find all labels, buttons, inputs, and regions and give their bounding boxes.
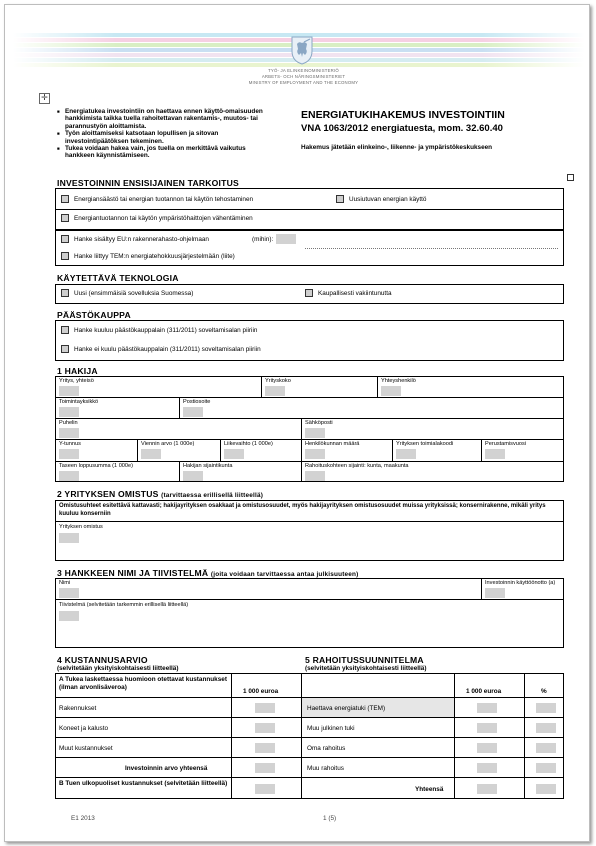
label-postal-address: Toimintayksikkö [59,399,99,405]
checkbox-established-technology[interactable] [305,289,313,297]
corner-checkbox[interactable] [567,174,574,181]
label-target-location: Rahoituskohteen sijainti: kunta, maakunta [305,463,409,469]
move-handle-icon[interactable]: ✛ [39,93,50,104]
divider [231,673,232,799]
divider [301,673,302,799]
instruction-notes [57,108,272,160]
input-summary[interactable] [59,611,79,621]
cost-row-other: Muut kustannukset [59,745,113,752]
divider [481,578,482,599]
divider [261,376,262,397]
input-contact[interactable] [381,386,401,396]
divider [55,461,564,462]
divider [55,209,564,210]
label-ownership: Yrityksen omistus [59,524,103,530]
label-business-id: Y-tunnus [59,441,81,447]
eu-program-input[interactable] [276,234,296,244]
financing-heading-note: (selvitetään yksityiskohtaisesti liitteellä) [305,665,427,672]
note-item: ■ Energiatukea investointiin on haettava ennen käyttö-omaisuuden hankkimista taikka tuella rahoitettavan rakentamis-, muutos- tai parannustyön aloittamista. [57,108,272,130]
label-new-technology: Uusi (ensimmäisiä sovelluksia Suomessa) [74,290,194,297]
financing-row-own: Oma rahoitus [307,745,346,752]
divider [392,439,393,461]
costs-heading-note: (selvitetään yksityiskohtaisesti liitteellä) [57,665,179,672]
input-turnover[interactable] [224,449,244,459]
divider [55,717,564,718]
project-heading-text: 3 HANKKEEN NIMI JA TIIVISTELMÄ [57,568,209,578]
investment-heading: INVESTOINNIN ENSISIJAINEN TARKOITUS [57,178,239,188]
label-export: Viennin arvo (1 000e) [141,441,195,447]
trading-heading: PÄÄSTÖKAUPPA [57,310,131,320]
ownership-heading [57,489,263,499]
divider [454,673,455,799]
input-target-location[interactable] [305,471,325,481]
input-municipality[interactable] [183,471,203,481]
label-municipality: Hakijan sijaintikunta [183,463,233,469]
financing-unit-header: 1 000 euroa [466,688,502,695]
label-turnover: Liikevaihto (1 000e) [224,441,273,447]
input-export[interactable] [141,449,161,459]
divider [55,777,564,778]
input-email[interactable] [305,428,325,438]
input-cost-total[interactable] [255,763,275,773]
input-deploy-date[interactable] [485,588,505,598]
input-staff[interactable] [305,449,325,459]
financing-total-label: Yhteensä [415,786,444,793]
divider [220,439,221,461]
input-fin-other[interactable] [477,763,497,773]
project-heading [57,568,358,578]
input-cost-buildings[interactable] [255,703,275,713]
label-staff: Henkilökunnan määrä [305,441,360,447]
checkbox-environmental[interactable] [61,214,69,222]
ownership-instructions: Omistusuhteet esitettävä kattavasti; hakijayrityksen osakkaat ja omistusosuudet, myös hakijayrityksen omistusosuudet muissa yrityksissä; konsernirakenne, mikäli yritys kuuluu konserniin [59,503,546,517]
label-balance: Taseen loppusumma (1 000e) [59,463,134,469]
label-renewable: Uusiutuvan energian käyttö [349,196,427,203]
cost-row-buildings: Rakennukset [59,705,97,712]
label-phone: Puhelin [59,420,78,426]
input-phone[interactable] [59,428,79,438]
input-founded[interactable] [485,449,505,459]
divider [301,439,302,461]
checkbox-renewable[interactable] [336,195,344,203]
ownership-heading-note: (tarvittaessa erillisellä liitteellä) [161,492,264,499]
divider [481,439,482,461]
input-fin-energy-aid[interactable] [477,703,497,713]
divider [55,737,564,738]
checkbox-new-technology[interactable] [61,289,69,297]
form-title: ENERGIATUKIHAKEMUS INVESTOINTIIN [301,109,505,121]
input-cost-machinery[interactable] [255,723,275,733]
divider [55,757,564,758]
cost-row-machinery: Koneet ja kalusto [59,725,109,732]
label-environmental: Energiantuotannon tai käytön ympäristöhaittojen vähentäminen [74,215,253,222]
label-deploy-date: Investoinnin käyttöönotto (a) [485,580,556,586]
financing-pct-header: % [541,688,547,695]
ministry-line-fi: TYÖ- JA ELINKEINOMINISTERIÖ [268,68,339,73]
label-size: Yrityskoko [265,378,291,384]
input-postcode[interactable] [183,407,203,417]
label-not-in-trading: Hanke ei kuulu päästökauppalain (311/2011) soveltamisalan piiriin [74,346,261,353]
financing-row-energy-aid: Haettava energiatuki (TEM) [307,705,386,712]
divider [301,461,302,482]
input-industry-code[interactable] [396,449,416,459]
checkbox-tem-system[interactable] [61,252,69,260]
note-item: ■ Tukea voidaan hakea vain, jos tuella on merkittävä vaikutus hankkeen käynnistämiseen. [57,145,272,160]
ministry-line-en: MINISTRY OF EMPLOYMENT AND THE ECONOMY [248,80,359,85]
input-pct-total[interactable] [536,784,556,794]
checkbox-eu-program[interactable] [61,235,69,243]
financing-row-other: Muu rahoitus [307,765,344,772]
cost-a-label: A Tukea laskettaessa huomioon otettavat kustannukset (ilman arvonlisäveroa) [59,676,227,691]
form-code: E1 2013 [71,815,95,822]
input-fin-total[interactable] [477,784,497,794]
input-size[interactable] [265,386,285,396]
label-postcode: Postiosoite [183,399,211,405]
financing-heading: 5 RAHOITUSSUUNNITELMA [305,655,424,665]
form-submission-note: Hakemus jätetään elinkeino-, liikenne- ja ympäristökeskukseen [301,144,493,151]
checkbox-energy-saving[interactable] [61,195,69,203]
label-tem-system: Hanke liittyy TEM:n energiatehokkuusjärjestelmään (liite) [74,253,235,260]
label-established-technology: Kaupallisesti vakiintunutta [318,290,392,297]
technology-heading: KÄYTETTÄVÄ TEKNOLOGIA [57,273,179,283]
finland-coat-of-arms-icon [290,35,314,65]
input-postal-address[interactable] [59,407,79,417]
eu-program-line [305,248,558,249]
label-eu-program-which: (mihin): [252,236,274,243]
form-page [4,4,590,842]
divider [301,418,302,439]
label-energy-saving: Energiansäästö tai energian tuotannon tai käytön tehostaminen [74,196,254,203]
input-company[interactable] [59,386,79,396]
checkbox-in-trading[interactable] [61,326,69,334]
form-subtitle: VNA 1063/2012 energiatuesta, mom. 32.60.40 [301,123,503,134]
label-contact: Yhteyshenkilö [381,378,416,384]
input-business-id[interactable] [59,449,79,459]
divider [179,461,180,482]
input-pct-public-aid[interactable] [536,723,556,733]
project-heading-note: (joita voidaan tarvittaessa antaa julkisuuteen) [210,571,359,578]
financing-row-public-aid: Muu julkinen tuki [307,725,355,732]
cost-b-label: B Tuen ulkopuoliset kustannukset (selvitetään liitteellä) [59,780,228,787]
input-ownership[interactable] [59,533,79,543]
input-balance[interactable] [59,471,79,481]
input-fin-own[interactable] [477,743,497,753]
label-company: Yritys, yhteisö [59,378,94,384]
ministry-name [241,68,366,86]
label-email: Sähköposti [305,420,333,426]
label-project-name: Nimi [59,580,71,586]
divider [377,376,378,397]
label-founded: Perustamisvuosi [485,441,527,447]
cost-unit-header: 1 000 euroa [243,688,279,695]
page-number: 1 (5) [323,815,337,822]
costs-heading: 4 KUSTANNUSARVIO [57,655,148,665]
input-project-name[interactable] [59,588,79,598]
input-pct-own[interactable] [536,743,556,753]
input-fin-public-aid[interactable] [477,723,497,733]
divider [55,599,564,600]
divider [55,397,564,398]
note-item: ■ Työn aloittamiseksi katsotaan lopullisen ja sitovan investointipäätöksen tekeminen. [57,130,272,145]
label-industry-code: Yrityksen toimialakoodi [396,441,454,447]
ministry-line-sv: ARBETS- OCH NÄRINGSMINISTERIET [261,74,346,79]
input-pct-other[interactable] [536,763,556,773]
divider [524,673,525,799]
divider [137,439,138,461]
divider [179,397,180,418]
ownership-heading-text: 2 YRITYKSEN OMISTUS [57,489,159,499]
checkbox-not-in-trading[interactable] [61,345,69,353]
input-cost-b[interactable] [255,784,275,794]
applicant-heading: 1 HAKIJA [57,366,98,376]
label-eu-program: Hanke sisältyy EU:n rakennerahasto-ohjelmaan [74,236,209,243]
input-pct-energy-aid[interactable] [536,703,556,713]
label-summary: Tiivistelmä (selvitetään tarkemmin erillisellä liitteellä) [59,602,189,608]
input-cost-other[interactable] [255,743,275,753]
divider [55,439,564,440]
label-in-trading: Hanke kuuluu päästökauppalain (311/2011) soveltamisalan piiriin [74,327,258,334]
cost-total-label: Investoinnin arvo yhteensä [125,765,208,772]
divider [55,521,564,522]
divider [55,418,564,419]
